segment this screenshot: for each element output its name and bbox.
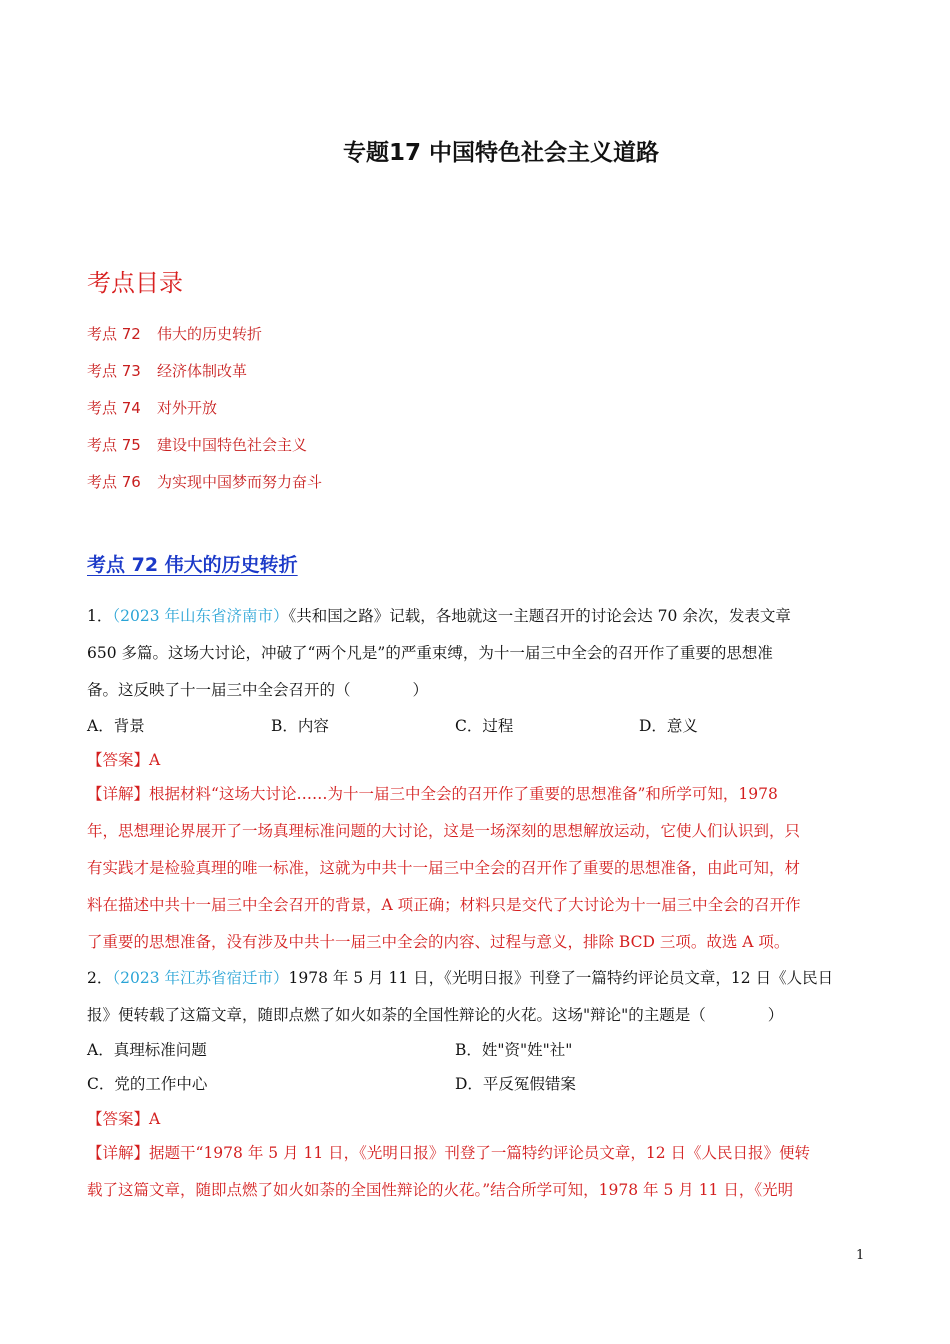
detail-tag: 【详解】 (87, 1144, 150, 1162)
detail-text: 据题干“1978 年 5 月 11 日，《光明日报》刊登了一篇特约评论员文章，12 日《人民日报》便转 (149, 1144, 811, 1162)
toc-item-label: 经济体制改革 (157, 362, 248, 380)
toc-heading: 考点目录 (87, 269, 183, 297)
q1-detail-line-1 (87, 782, 778, 804)
detail-tag: 【详解】 (87, 785, 150, 803)
q2-detail-line-1 (87, 1141, 810, 1163)
q2-line-2: 报》便转载了这篇文章，随即点燃了如火如荼的全国性辩论的火花。这场"辩论"的主题是（ ） (87, 1006, 784, 1024)
q1-option-b: B．内容 (271, 717, 329, 735)
answer-value: A (149, 1110, 161, 1128)
q2-source: （2023 年江苏省宿迁市） (112, 969, 289, 987)
toc-item-code: 考点 72 (87, 325, 141, 343)
toc-item[interactable] (87, 471, 322, 492)
q2-answer (87, 1107, 160, 1129)
document-title: 专题17 中国特色社会主义道路 (342, 140, 659, 166)
q2-detail-line-2: 载了这篇文章，随即点燃了如火如荼的全国性辩论的火花。”结合所学可知，1978 年 5 月 11 日，《光明 (87, 1181, 794, 1199)
q1-detail-line-5: 了重要的思想准备，没有涉及中共十一届三中全会的内容、过程与意义，排除 BCD 三项。故选 A 项。 (87, 933, 790, 951)
q1-option-c: C．过程 (455, 717, 514, 735)
toc-item-code: 考点 74 (87, 399, 141, 417)
toc-item-label: 对外开放 (157, 399, 218, 417)
q2-option-c: C．党的工作中心 (87, 1075, 208, 1093)
toc-item[interactable] (87, 323, 262, 344)
q1-source: （2023 年山东省济南市） (112, 607, 289, 625)
q2-number: 2． (87, 969, 113, 987)
q1-line-1 (87, 604, 791, 626)
answer-value: A (149, 751, 161, 769)
toc-item-label: 为实现中国梦而努力奋斗 (157, 473, 323, 491)
q1-answer (87, 748, 160, 770)
toc-item-label: 建设中国特色社会主义 (157, 436, 308, 454)
q1-detail-line-4: 料在描述中共十一届三中全会召开的背景，A 项正确；材料只是交代了大讨论为十一届三中全会的召开作 (87, 896, 801, 914)
q1-number: 1． (87, 607, 113, 625)
toc-item-code: 考点 73 (87, 362, 141, 380)
q1-option-a: A．背景 (87, 717, 145, 735)
toc-item[interactable] (87, 360, 247, 381)
toc-item-label: 伟大的历史转折 (157, 325, 263, 343)
toc-item[interactable] (87, 434, 307, 455)
toc-item-code: 考点 76 (87, 473, 141, 491)
q1-line-2: 650 多篇。这场大讨论，冲破了“两个凡是”的严重束缚，为十一届三中全会的召开作了重要的思想准 (87, 644, 773, 662)
q2-option-b: B．姓"资"姓"社" (455, 1041, 573, 1059)
q2-option-d: D．平反冤假错案 (455, 1075, 576, 1093)
answer-tag: 【答案】 (87, 751, 150, 769)
answer-tag: 【答案】 (87, 1110, 150, 1128)
q2-line-1 (87, 966, 833, 988)
detail-text: 根据材料“这场大讨论……为十一届三中全会的召开作了重要的思想准备”和所学可知，1978 (149, 785, 778, 803)
q1-line-3: 备。这反映了十一届三中全会召开的（ ） (87, 681, 429, 699)
section-heading-link[interactable]: 考点 72 伟大的历史转折 (87, 554, 298, 576)
q1-text-1: 《共和国之路》记载，各地就这一主题召开的讨论会达 70 余次，发表文章 (288, 607, 791, 625)
page-number: 1 (856, 1248, 865, 1263)
q2-option-a: A．真理标准问题 (87, 1041, 207, 1059)
q1-detail-line-2: 年，思想理论界展开了一场真理标准问题的大讨论，这是一场深刻的思想解放运动，它使人们认识到，只 (87, 822, 801, 840)
toc-item-code: 考点 75 (87, 436, 141, 454)
q1-option-d: D．意义 (639, 717, 698, 735)
toc-item[interactable] (87, 397, 217, 418)
q1-detail-line-3: 有实践才是检验真理的唯一标准，这就为中共十一届三中全会的召开作了重要的思想准备，由此可知，材 (87, 859, 801, 877)
q2-text-1: 1978 年 5 月 11 日，《光明日报》刊登了一篇特约评论员文章，12 日《人民日 (288, 969, 834, 987)
